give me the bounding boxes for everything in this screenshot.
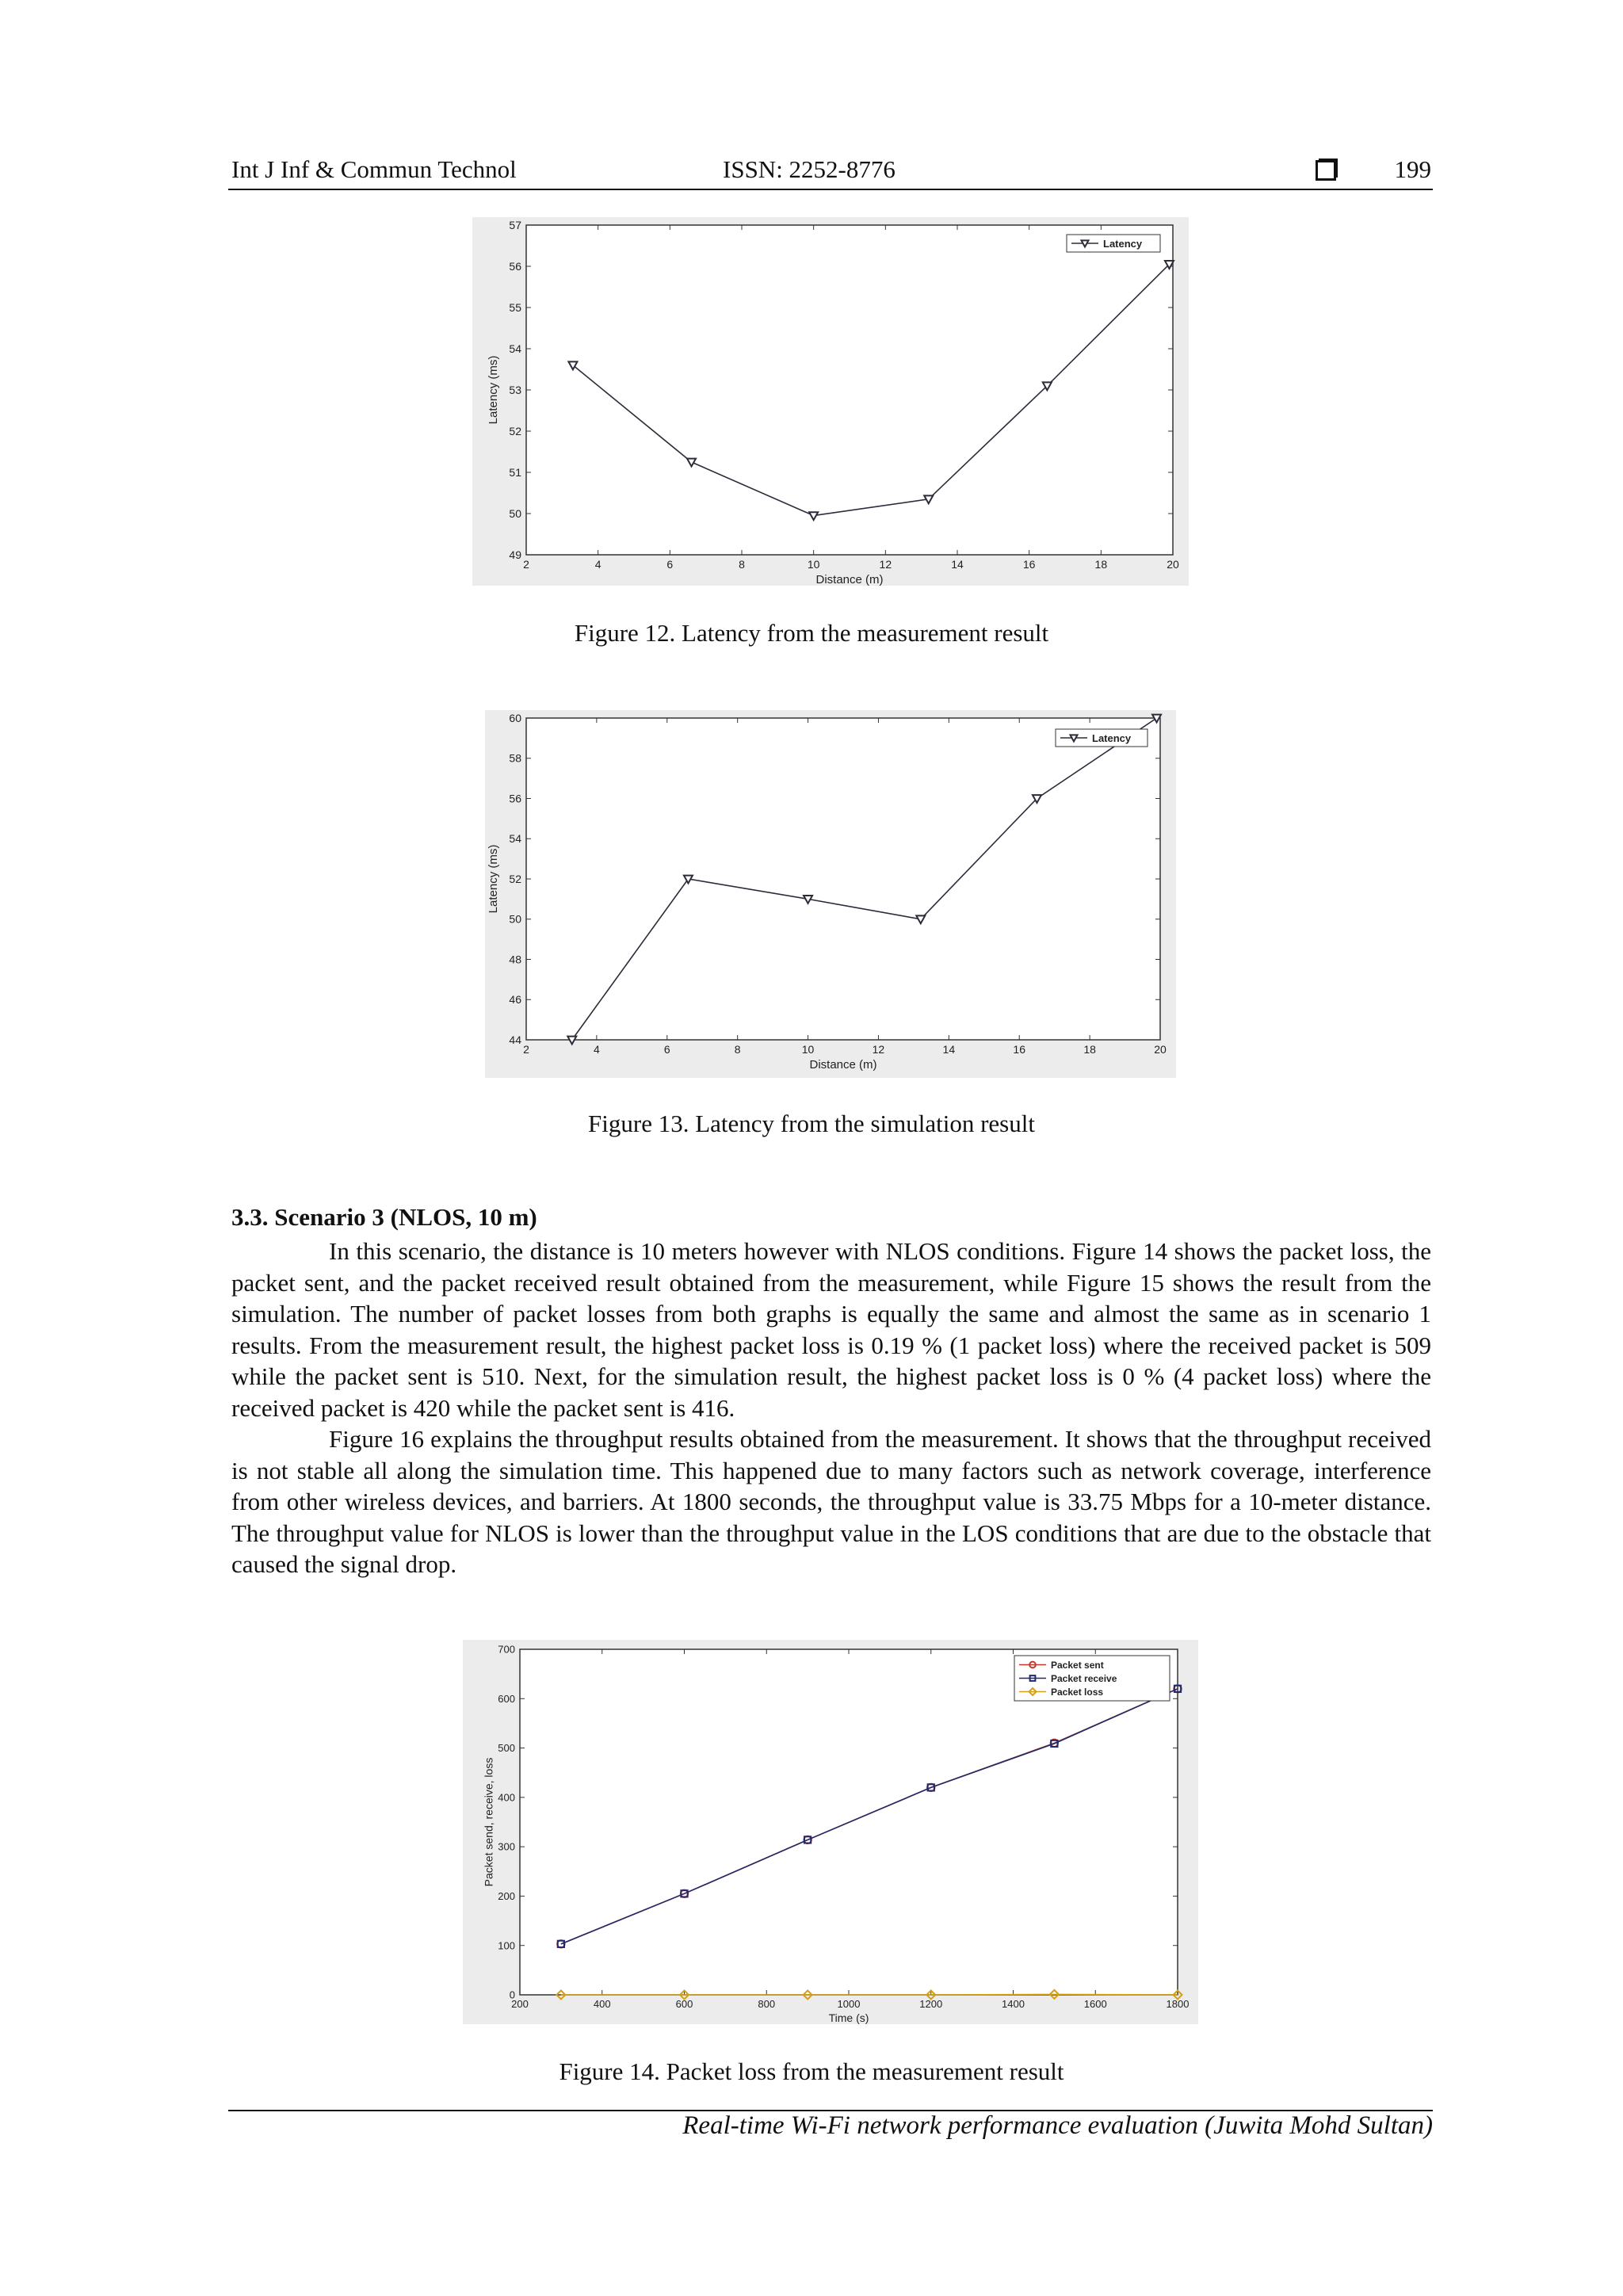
x-tick-label: 4 (594, 558, 601, 571)
header-rule (228, 189, 1433, 190)
y-axis-label: Packet send, receive, loss (482, 1757, 495, 1887)
x-tick-label: 6 (663, 1043, 670, 1056)
x-tick-label: 10 (801, 1043, 815, 1056)
y-tick-label: 46 (509, 993, 521, 1007)
x-tick-label: 18 (1083, 1043, 1096, 1056)
y-tick-label: 48 (509, 953, 521, 966)
paragraph-2: Figure 16 explains the throughput results obtained from the measurement. It shows that the throughput received is not stable all along the simulation time. This happened due to many factors such as network coverage, interference from other wireless devices, and barriers. At 1800 seconds, the throughput value is 33.75 Mbps for a 10-meter distance. The throughput value for NLOS is lower than the throughput value in the LOS conditions that are due to the obstacle that caused the signal drop. (231, 1425, 1431, 1578)
y-tick-label: 50 (509, 506, 521, 520)
x-tick-label: 1400 (1002, 1998, 1025, 2010)
x-tick-label: 18 (1094, 558, 1108, 571)
x-tick-label: 6 (666, 558, 674, 571)
journal-name: Int J Inf & Commun Technol (231, 155, 517, 183)
figure-14-caption: Figure 14. Packet loss from the measurement result (559, 2057, 1064, 2085)
x-axis-label: Time (s) (828, 2011, 869, 2024)
x-tick-label: 10 (807, 558, 820, 571)
y-tick-label: 60 (509, 711, 521, 724)
y-tick-label: 51 (509, 465, 521, 479)
y-tick-label: 300 (498, 1840, 515, 1853)
x-tick-label: 2 (523, 1043, 529, 1056)
x-tick-label: 8 (734, 1043, 741, 1056)
issn: ISSN: 2252-8776 (723, 155, 896, 183)
plot-area (526, 718, 1160, 1040)
x-tick-label: 800 (758, 1998, 776, 2010)
y-tick-label: 600 (498, 1692, 515, 1705)
plot-area (526, 225, 1173, 555)
x-tick-label: 400 (593, 1998, 611, 2010)
x-tick-label: 1200 (919, 1998, 943, 2010)
x-tick-label: 1000 (837, 1998, 861, 2010)
legend-label: Packet sent (1051, 1660, 1104, 1671)
y-tick-label: 44 (509, 1033, 521, 1046)
y-tick-label: 56 (509, 792, 521, 805)
y-tick-label: 54 (509, 342, 521, 355)
packet-loss-chart (463, 1640, 1198, 2024)
y-tick-label: 50 (509, 912, 521, 926)
y-tick-label: 57 (509, 218, 521, 231)
y-tick-label: 55 (509, 300, 521, 314)
x-tick-label: 2 (523, 558, 529, 571)
y-tick-label: 58 (509, 751, 521, 765)
y-tick-label: 53 (509, 383, 521, 396)
figure-12 (472, 217, 1189, 586)
legend-label: Latency (1103, 237, 1143, 250)
x-tick-label: 14 (942, 1043, 956, 1056)
y-tick-label: 54 (509, 832, 521, 846)
running-header (231, 155, 1431, 187)
x-tick-label: 200 (511, 1998, 529, 2010)
figure-13-caption: Figure 13. Latency from the simulation result (588, 1110, 1035, 1137)
legend-label: Packet loss (1051, 1687, 1104, 1698)
x-tick-label: 12 (879, 558, 892, 571)
y-tick-label: 49 (509, 548, 521, 561)
x-tick-label: 14 (951, 558, 964, 571)
x-tick-label: 12 (872, 1043, 885, 1056)
y-tick-label: 52 (509, 424, 521, 437)
x-axis-label: Distance (m) (815, 573, 884, 586)
latency-measurement-chart (472, 217, 1189, 586)
y-tick-label: 700 (498, 1643, 515, 1656)
y-tick-label: 100 (498, 1939, 515, 1952)
section-body (231, 1236, 1431, 1580)
data-point (567, 1037, 576, 1045)
legend-label: Latency (1092, 732, 1132, 744)
y-tick-label: 200 (498, 1889, 515, 1902)
x-tick-label: 20 (1167, 558, 1179, 571)
figure-12-caption: Figure 12. Latency from the measurement result (574, 619, 1049, 647)
x-tick-label: 1800 (1166, 1998, 1190, 2010)
page-box-icon (1316, 160, 1336, 181)
y-tick-label: 0 (509, 1988, 515, 2001)
x-tick-label: 16 (1013, 1043, 1026, 1056)
x-tick-label: 16 (1022, 558, 1036, 571)
y-tick-label: 500 (498, 1742, 515, 1755)
y-tick-label: 56 (509, 259, 521, 273)
series-line-3 (561, 1994, 1178, 1995)
y-tick-label: 52 (509, 872, 521, 885)
y-tick-label: 400 (498, 1791, 515, 1804)
y-axis-label: Latency (ms) (487, 844, 501, 914)
x-tick-label: 8 (739, 558, 745, 571)
latency-simulation-chart (485, 710, 1176, 1078)
page-number: 199 (1394, 155, 1431, 183)
section-heading: 3.3. Scenario 3 (NLOS, 10 m) (231, 1203, 537, 1231)
figure-13 (485, 710, 1176, 1078)
x-tick-label: 1600 (1083, 1998, 1107, 2010)
x-axis-label: Distance (m) (809, 1058, 877, 1072)
running-footer: Real-time Wi-Fi network performance evaluation (Juwita Mohd Sultan) (682, 2111, 1433, 2140)
figure-14 (463, 1640, 1198, 2024)
y-axis-label: Latency (ms) (487, 355, 501, 425)
paragraph-1: In this scenario, the distance is 10 meters however with NLOS conditions. Figure 14 shows the packet loss, the packet sent, and the packet received result obtained from the measurement, while Figure 15 shows the result from the simulation. The number of packet losses from both graphs is equally the same and almost the same as in scenario 1 results. From the measurement result, the highest packet loss is 0.19 % (1 packet loss) where the received packet is 509 while the packet sent is 510. Next, for the simulation result, the highest packet loss is 0 % (4 packet loss) where the received packet is 420 while the packet sent is 416. (231, 1237, 1431, 1422)
legend-label: Packet receive (1051, 1673, 1117, 1685)
x-tick-label: 20 (1154, 1043, 1167, 1056)
x-tick-label: 4 (593, 1043, 600, 1056)
x-tick-label: 600 (675, 1998, 693, 2010)
